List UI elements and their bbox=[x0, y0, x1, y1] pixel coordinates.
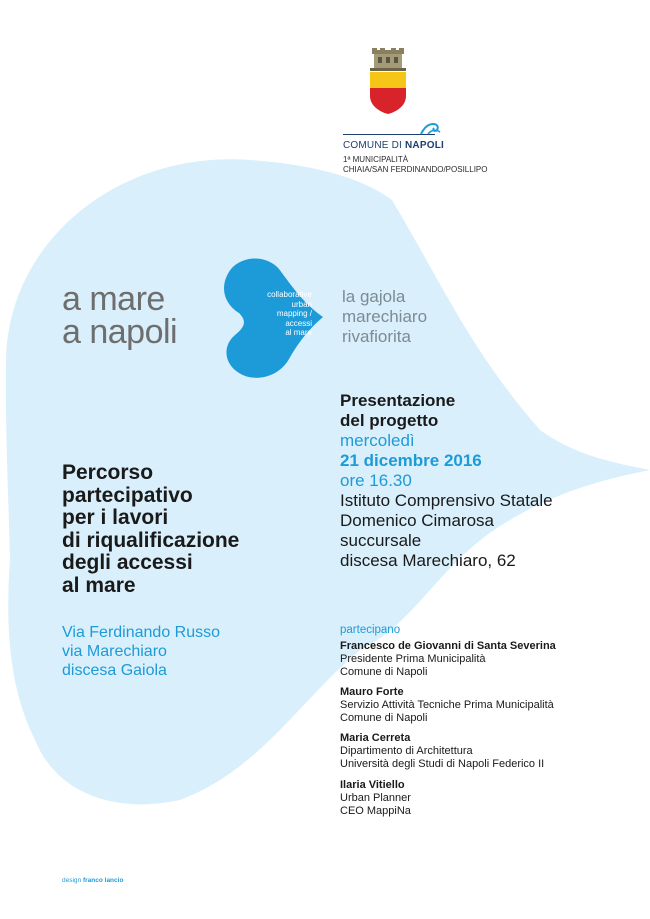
streets-list bbox=[62, 623, 220, 680]
place-item: marechiaro bbox=[342, 307, 428, 326]
participant-role: CEO MappiNa bbox=[340, 805, 411, 817]
event-day: mercoledì bbox=[340, 431, 415, 450]
participant-name: Ilaria Vitiello bbox=[340, 779, 405, 791]
venue-line: succursale bbox=[340, 531, 422, 550]
venue-line: Domenico Cimarosa bbox=[340, 511, 494, 530]
venue-line: Istituto Comprensivo Statale bbox=[340, 491, 553, 510]
event-time: ore 16.30 bbox=[340, 471, 412, 490]
participant-name: Francesco de Giovanni di Santa Severina bbox=[340, 640, 556, 652]
participant-role: Servizio Attività Tecniche Prima Municipalità bbox=[340, 699, 554, 711]
design-credit: design franco lancio bbox=[62, 877, 124, 884]
street-item: via Marechiaro bbox=[62, 643, 167, 660]
participant bbox=[340, 640, 556, 679]
brand-title: a mare a napoli bbox=[62, 280, 178, 351]
participant-role: Presidente Prima Municipalità bbox=[340, 653, 486, 665]
municipality-label: 1ª MUNICIPALITÀ CHIAIA/SAN FERDINANDO/POSILLIPO bbox=[343, 155, 488, 174]
street-item: Via Ferdinando Russo bbox=[62, 624, 221, 641]
venue-line: discesa Marechiaro, 62 bbox=[340, 551, 516, 570]
comune-name: COMUNE DI NAPOLI bbox=[343, 140, 444, 151]
participant-role: Comune di Napoli bbox=[340, 666, 428, 678]
place-item: rivafiorita bbox=[342, 327, 411, 346]
participant-role: Università degli Studi di Napoli Federico II bbox=[340, 758, 545, 770]
event-heading-2: del progetto bbox=[340, 411, 439, 430]
participant-role: Comune di Napoli bbox=[340, 712, 428, 724]
participant bbox=[340, 686, 554, 725]
participants-label: partecipano bbox=[340, 624, 401, 636]
participant-name: Maria Cerreta bbox=[340, 732, 411, 744]
places-list bbox=[342, 287, 427, 347]
participant-role: Urban Planner bbox=[340, 792, 411, 804]
event-details bbox=[340, 391, 553, 571]
wave-icon bbox=[420, 118, 444, 136]
event-heading: Presentazione bbox=[340, 391, 456, 410]
event-date: 21 dicembre 2016 bbox=[340, 451, 482, 470]
project-title: Percorso partecipativo per i lavori di riqualificazione degli accessi al mare bbox=[62, 461, 240, 597]
street-item: discesa Gaiola bbox=[62, 662, 167, 679]
coat-of-arms-icon bbox=[366, 48, 410, 114]
place-item: la gajola bbox=[342, 287, 406, 306]
participant bbox=[340, 779, 411, 818]
participant-role: Dipartimento di Architettura bbox=[340, 745, 473, 757]
participant-name: Mauro Forte bbox=[340, 686, 404, 698]
heart-caption: collaborative urban mapping / accessi al mare bbox=[267, 290, 312, 337]
participant bbox=[340, 732, 544, 771]
